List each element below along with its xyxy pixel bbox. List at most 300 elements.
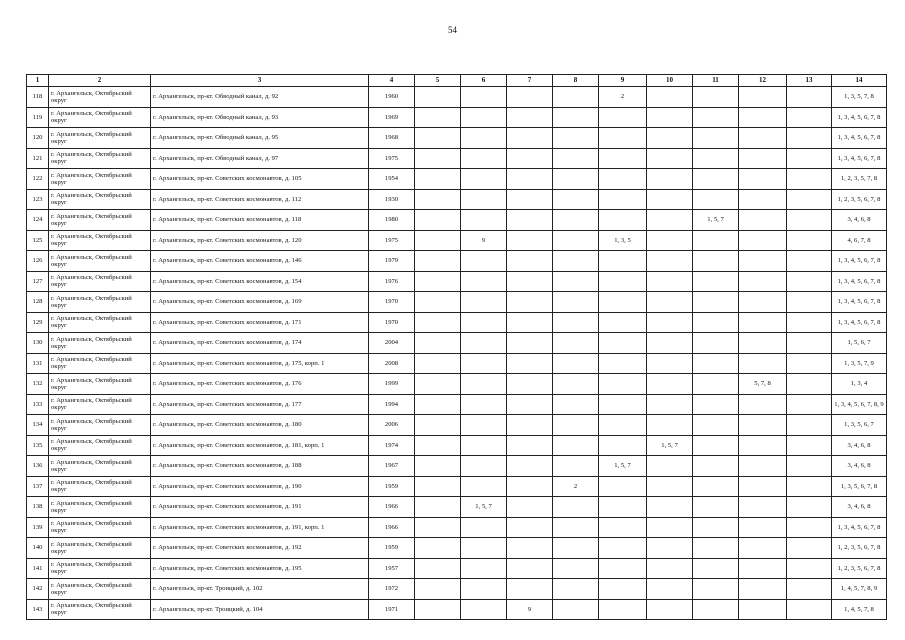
col11-cell [693, 107, 739, 128]
column-header-7: 7 [507, 75, 553, 87]
col8-cell [553, 538, 599, 559]
col5-cell [415, 128, 461, 149]
table-row [27, 128, 887, 149]
district-cell: г. Архангельск, Октябрьский округ [49, 394, 151, 415]
row-number: 126 [27, 251, 49, 272]
col12-cell [739, 435, 787, 456]
row-number: 142 [27, 579, 49, 600]
row-number: 133 [27, 394, 49, 415]
col11-cell [693, 353, 739, 374]
col5-cell [415, 476, 461, 497]
address-cell: г. Архангельск, пр-кт. Обводный канал, д. 97 [151, 148, 369, 169]
address-cell: г. Архангельск, пр-кт. Советских космонавтов, д. 105 [151, 169, 369, 190]
col5-cell [415, 517, 461, 538]
district-cell: г. Архангельск, Октябрьский округ [49, 230, 151, 251]
address-cell: г. Архангельск, пр-кт. Советских космонавтов, д. 180 [151, 415, 369, 436]
table-row [27, 251, 887, 272]
row-number: 127 [27, 271, 49, 292]
col14-cell: 1, 3, 4 [832, 374, 887, 395]
column-header-1: 1 [27, 75, 49, 87]
table-row [27, 107, 887, 128]
col13-cell [787, 538, 832, 559]
col10-cell [647, 353, 693, 374]
col11-cell [693, 497, 739, 518]
col9-cell [599, 210, 647, 231]
table-row [27, 292, 887, 313]
col14-cell: 1, 3, 4, 5, 6, 7, 8 [832, 107, 887, 128]
col13-cell [787, 394, 832, 415]
col9-cell: 1, 3, 5 [599, 230, 647, 251]
col13-cell [787, 415, 832, 436]
col14-cell: 3, 4, 6, 8 [832, 497, 887, 518]
col10-cell [647, 394, 693, 415]
address-cell: г. Архангельск, пр-кт. Советских космонавтов, д. 191 [151, 497, 369, 518]
col9-cell [599, 353, 647, 374]
col7-cell [507, 210, 553, 231]
col7-cell [507, 312, 553, 333]
col5-cell [415, 353, 461, 374]
col14-cell: 1, 3, 4, 5, 6, 7, 8 [832, 251, 887, 272]
column-header-2: 2 [49, 75, 151, 87]
col8-cell [553, 435, 599, 456]
year-cell: 1975 [369, 148, 415, 169]
table-row [27, 312, 887, 333]
year-cell: 1954 [369, 169, 415, 190]
table-row [27, 230, 887, 251]
row-number: 137 [27, 476, 49, 497]
col14-cell: 3, 4, 6, 8 [832, 210, 887, 231]
col5-cell [415, 579, 461, 600]
table-row [27, 169, 887, 190]
year-cell: 1957 [369, 558, 415, 579]
col14-cell: 4, 6, 7, 8 [832, 230, 887, 251]
col13-cell [787, 476, 832, 497]
address-cell: г. Архангельск, пр-кт. Советских космонавтов, д. 146 [151, 251, 369, 272]
col12-cell [739, 476, 787, 497]
year-cell: 1970 [369, 292, 415, 313]
address-cell: г. Архангельск, пр-кт. Обводный канал, д. 92 [151, 87, 369, 108]
col8-cell: 2 [553, 476, 599, 497]
address-cell: г. Архангельск, пр-кт. Советских космонавтов, д. 195 [151, 558, 369, 579]
district-cell: г. Архангельск, Октябрьский округ [49, 87, 151, 108]
col5-cell [415, 333, 461, 354]
col12-cell [739, 169, 787, 190]
col5-cell [415, 87, 461, 108]
col6-cell [461, 599, 507, 620]
col13-cell [787, 312, 832, 333]
col5-cell [415, 148, 461, 169]
row-number: 119 [27, 107, 49, 128]
col6-cell: 9 [461, 230, 507, 251]
col5-cell [415, 292, 461, 313]
col11-cell [693, 292, 739, 313]
address-cell: г. Архангельск, пр-кт. Советских космонавтов, д. 171 [151, 312, 369, 333]
col6-cell [461, 394, 507, 415]
table-row [27, 189, 887, 210]
col10-cell [647, 107, 693, 128]
col9-cell [599, 128, 647, 149]
col13-cell [787, 87, 832, 108]
table-row [27, 579, 887, 600]
col14-cell: 1, 3, 4, 5, 6, 7, 8, 9 [832, 394, 887, 415]
col13-cell [787, 292, 832, 313]
col11-cell [693, 558, 739, 579]
col7-cell [507, 230, 553, 251]
col7-cell [507, 333, 553, 354]
row-number: 138 [27, 497, 49, 518]
col9-cell [599, 435, 647, 456]
col14-cell: 3, 4, 6, 8 [832, 435, 887, 456]
col6-cell [461, 148, 507, 169]
year-cell: 1930 [369, 189, 415, 210]
district-cell: г. Архангельск, Октябрьский округ [49, 538, 151, 559]
col13-cell [787, 148, 832, 169]
col14-cell: 1, 4, 5, 7, 8, 9 [832, 579, 887, 600]
district-cell: г. Архангельск, Октябрьский округ [49, 517, 151, 538]
district-cell: г. Архангельск, Октябрьский округ [49, 579, 151, 600]
col8-cell [553, 128, 599, 149]
col7-cell [507, 558, 553, 579]
table-row [27, 333, 887, 354]
table-row [27, 210, 887, 231]
table-row [27, 374, 887, 395]
column-header-11: 11 [693, 75, 739, 87]
col12-cell [739, 230, 787, 251]
col7-cell [507, 415, 553, 436]
col11-cell [693, 374, 739, 395]
district-cell: г. Архангельск, Октябрьский округ [49, 599, 151, 620]
col8-cell [553, 517, 599, 538]
col11-cell [693, 271, 739, 292]
address-cell: г. Архангельск, пр-кт. Троицкий, д. 104 [151, 599, 369, 620]
col12-cell [739, 599, 787, 620]
col10-cell [647, 292, 693, 313]
col6-cell [461, 271, 507, 292]
col7-cell [507, 579, 553, 600]
col7-cell [507, 394, 553, 415]
col8-cell [553, 271, 599, 292]
column-header-5: 5 [415, 75, 461, 87]
col9-cell [599, 497, 647, 518]
col10-cell [647, 169, 693, 190]
address-cell: г. Архангельск, пр-кт. Советских космонавтов, д. 120 [151, 230, 369, 251]
col12-cell [739, 251, 787, 272]
col8-cell [553, 374, 599, 395]
table-row [27, 353, 887, 374]
district-cell: г. Архангельск, Октябрьский округ [49, 292, 151, 313]
col6-cell [461, 415, 507, 436]
col6-cell [461, 128, 507, 149]
col7-cell: 9 [507, 599, 553, 620]
district-cell: г. Архангельск, Октябрьский округ [49, 497, 151, 518]
col5-cell [415, 415, 461, 436]
col8-cell [553, 497, 599, 518]
col11-cell [693, 538, 739, 559]
col8-cell [553, 353, 599, 374]
col8-cell [553, 599, 599, 620]
col5-cell [415, 271, 461, 292]
col6-cell [461, 333, 507, 354]
year-cell: 2006 [369, 415, 415, 436]
col6-cell [461, 538, 507, 559]
col9-cell [599, 169, 647, 190]
col9-cell [599, 394, 647, 415]
district-cell: г. Архангельск, Октябрьский округ [49, 476, 151, 497]
year-cell: 1967 [369, 456, 415, 477]
col14-cell: 1, 2, 3, 5, 6, 7, 8 [832, 538, 887, 559]
year-cell: 1980 [369, 210, 415, 231]
col7-cell [507, 353, 553, 374]
address-cell: г. Архангельск, пр-кт. Советских космонавтов, д. 118 [151, 210, 369, 231]
column-header-13: 13 [787, 75, 832, 87]
year-cell: 1960 [369, 87, 415, 108]
year-cell: 1966 [369, 497, 415, 518]
row-number: 123 [27, 189, 49, 210]
col11-cell [693, 189, 739, 210]
row-number: 129 [27, 312, 49, 333]
table-row [27, 435, 887, 456]
district-cell: г. Архангельск, Октябрьский округ [49, 128, 151, 149]
col14-cell: 1, 3, 4, 5, 6, 7, 8 [832, 148, 887, 169]
col10-cell [647, 599, 693, 620]
address-cell: г. Архангельск, пр-кт. Советских космонавтов, д. 174 [151, 333, 369, 354]
col6-cell [461, 312, 507, 333]
col6-cell [461, 87, 507, 108]
col10-cell [647, 210, 693, 231]
col11-cell [693, 599, 739, 620]
col6-cell [461, 107, 507, 128]
table-row [27, 394, 887, 415]
address-cell: г. Архангельск, пр-кт. Советских космонавтов, д. 175, корп. 1 [151, 353, 369, 374]
district-cell: г. Архангельск, Октябрьский округ [49, 210, 151, 231]
row-number: 130 [27, 333, 49, 354]
col9-cell [599, 374, 647, 395]
year-cell: 1976 [369, 271, 415, 292]
col10-cell [647, 271, 693, 292]
address-cell: г. Архангельск, пр-кт. Советских космонавтов, д. 192 [151, 538, 369, 559]
col5-cell [415, 230, 461, 251]
col8-cell [553, 394, 599, 415]
row-number: 118 [27, 87, 49, 108]
col14-cell: 1, 2, 3, 5, 6, 7, 8 [832, 189, 887, 210]
year-cell: 1999 [369, 374, 415, 395]
col9-cell [599, 599, 647, 620]
col12-cell [739, 271, 787, 292]
column-header-14: 14 [832, 75, 887, 87]
year-cell: 1959 [369, 538, 415, 559]
col14-cell: 1, 3, 4, 5, 6, 7, 8 [832, 128, 887, 149]
table-row [27, 538, 887, 559]
year-cell: 1974 [369, 435, 415, 456]
col13-cell [787, 333, 832, 354]
col8-cell [553, 107, 599, 128]
col6-cell [461, 210, 507, 231]
row-number: 128 [27, 292, 49, 313]
col11-cell [693, 435, 739, 456]
district-cell: г. Архангельск, Октябрьский округ [49, 353, 151, 374]
col12-cell [739, 292, 787, 313]
col10-cell [647, 497, 693, 518]
col9-cell [599, 251, 647, 272]
col5-cell [415, 599, 461, 620]
col13-cell [787, 579, 832, 600]
col6-cell [461, 517, 507, 538]
col7-cell [507, 189, 553, 210]
col5-cell [415, 497, 461, 518]
col12-cell [739, 579, 787, 600]
col12-cell [739, 415, 787, 436]
col7-cell [507, 538, 553, 559]
col6-cell [461, 558, 507, 579]
col9-cell [599, 107, 647, 128]
col8-cell [553, 87, 599, 108]
col11-cell [693, 128, 739, 149]
col5-cell [415, 189, 461, 210]
col9-cell [599, 579, 647, 600]
col13-cell [787, 107, 832, 128]
col14-cell: 3, 4, 6, 8 [832, 456, 887, 477]
col8-cell [553, 415, 599, 436]
year-cell: 1971 [369, 599, 415, 620]
col7-cell [507, 169, 553, 190]
col14-cell: 1, 3, 4, 5, 6, 7, 8 [832, 271, 887, 292]
row-number: 141 [27, 558, 49, 579]
row-number: 122 [27, 169, 49, 190]
col13-cell [787, 374, 832, 395]
col5-cell [415, 394, 461, 415]
col7-cell [507, 517, 553, 538]
row-number: 140 [27, 538, 49, 559]
col14-cell: 1, 3, 4, 5, 6, 7, 8 [832, 292, 887, 313]
column-header-8: 8 [553, 75, 599, 87]
col8-cell [553, 169, 599, 190]
col5-cell [415, 538, 461, 559]
row-number: 139 [27, 517, 49, 538]
col10-cell [647, 538, 693, 559]
district-cell: г. Архангельск, Октябрьский округ [49, 312, 151, 333]
col10-cell [647, 476, 693, 497]
col11-cell [693, 579, 739, 600]
year-cell: 1979 [369, 251, 415, 272]
row-number: 131 [27, 353, 49, 374]
col8-cell [553, 148, 599, 169]
col12-cell [739, 394, 787, 415]
year-cell: 1970 [369, 312, 415, 333]
district-cell: г. Архангельск, Октябрьский округ [49, 333, 151, 354]
year-cell: 2004 [369, 333, 415, 354]
year-cell: 1994 [369, 394, 415, 415]
col13-cell [787, 517, 832, 538]
col8-cell [553, 292, 599, 313]
address-cell: г. Архангельск, пр-кт. Советских космонавтов, д. 191, корп. 1 [151, 517, 369, 538]
col5-cell [415, 435, 461, 456]
row-number: 134 [27, 415, 49, 436]
col12-cell [739, 312, 787, 333]
col10-cell [647, 517, 693, 538]
col9-cell [599, 415, 647, 436]
col14-cell: 1, 3, 5, 7, 9 [832, 353, 887, 374]
col6-cell [461, 353, 507, 374]
col9-cell [599, 558, 647, 579]
col5-cell [415, 374, 461, 395]
col5-cell [415, 312, 461, 333]
col11-cell [693, 394, 739, 415]
row-number: 121 [27, 148, 49, 169]
col11-cell [693, 169, 739, 190]
table-row [27, 476, 887, 497]
col7-cell [507, 148, 553, 169]
col14-cell: 1, 3, 4, 5, 6, 7, 8 [832, 312, 887, 333]
col14-cell: 1, 5, 6, 7 [832, 333, 887, 354]
col5-cell [415, 251, 461, 272]
col11-cell [693, 415, 739, 436]
col8-cell [553, 189, 599, 210]
col7-cell [507, 497, 553, 518]
col10-cell [647, 189, 693, 210]
col9-cell [599, 271, 647, 292]
col11-cell [693, 312, 739, 333]
col13-cell [787, 230, 832, 251]
col6-cell [461, 476, 507, 497]
district-cell: г. Архангельск, Октябрьский округ [49, 415, 151, 436]
col9-cell [599, 148, 647, 169]
col12-cell [739, 210, 787, 231]
table-row [27, 517, 887, 538]
col10-cell [647, 456, 693, 477]
col6-cell [461, 169, 507, 190]
col11-cell: 1, 5, 7 [693, 210, 739, 231]
col9-cell [599, 476, 647, 497]
col8-cell [553, 579, 599, 600]
row-number: 143 [27, 599, 49, 620]
col9-cell: 2 [599, 87, 647, 108]
col12-cell [739, 87, 787, 108]
table-row [27, 415, 887, 436]
col13-cell [787, 353, 832, 374]
col7-cell [507, 476, 553, 497]
col6-cell [461, 251, 507, 272]
col10-cell [647, 87, 693, 108]
col12-cell [739, 128, 787, 149]
column-header-10: 10 [647, 75, 693, 87]
table-row [27, 558, 887, 579]
table-row [27, 456, 887, 477]
col10-cell: 1, 5, 7 [647, 435, 693, 456]
table-row [27, 497, 887, 518]
col13-cell [787, 599, 832, 620]
col11-cell [693, 476, 739, 497]
table-row [27, 148, 887, 169]
col12-cell [739, 353, 787, 374]
address-cell: г. Архангельск, пр-кт. Советских космонавтов, д. 181, корп. 1 [151, 435, 369, 456]
col9-cell: 1, 5, 7 [599, 456, 647, 477]
address-cell: г. Архангельск, пр-кт. Обводный канал, д. 93 [151, 107, 369, 128]
col10-cell [647, 558, 693, 579]
column-header-4: 4 [369, 75, 415, 87]
col7-cell [507, 435, 553, 456]
row-number: 135 [27, 435, 49, 456]
col12-cell [739, 517, 787, 538]
column-header-6: 6 [461, 75, 507, 87]
year-cell: 1959 [369, 476, 415, 497]
table-row [27, 87, 887, 108]
column-header-3: 3 [151, 75, 369, 87]
col6-cell [461, 579, 507, 600]
col12-cell [739, 107, 787, 128]
address-cell: г. Архангельск, пр-кт. Советских космонавтов, д. 188 [151, 456, 369, 477]
address-cell: г. Архангельск, пр-кт. Советских космонавтов, д. 154 [151, 271, 369, 292]
row-number: 125 [27, 230, 49, 251]
